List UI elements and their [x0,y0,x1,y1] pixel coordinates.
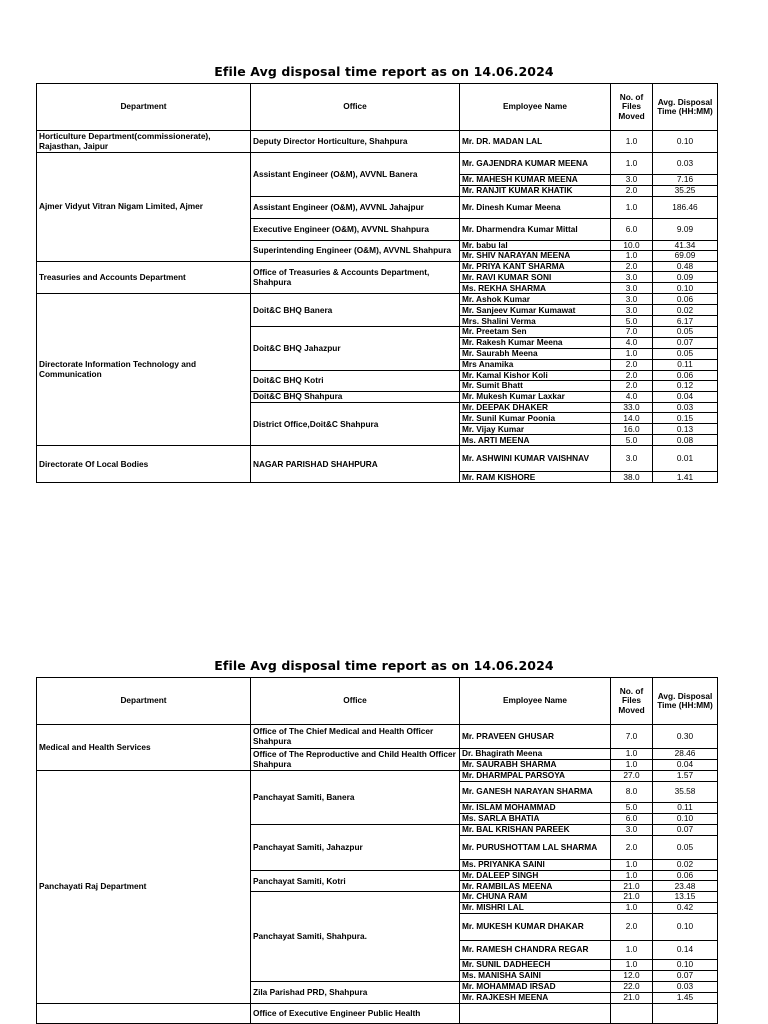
files-moved-cell [611,1003,653,1023]
avg-disposal-cell: 35.58 [653,782,718,803]
avg-disposal-cell: 0.04 [653,392,718,403]
employee-name-cell: Mr. RAM KISHORE [460,472,611,483]
employee-name-cell: Mr. PURUSHOTTAM LAL SHARMA [460,836,611,860]
report-table-body [37,725,718,1024]
avg-disposal-cell: 0.01 [653,446,718,472]
office-cell: Superintending Engineer (O&M), AVVNL Shahpura [251,241,460,262]
table-row [37,446,718,472]
files-moved-cell: 2.0 [611,836,653,860]
avg-disposal-cell: 0.05 [653,836,718,860]
avg-disposal-cell: 35.25 [653,186,718,197]
employee-name-cell: Mr. RAVI KUMAR SONI [460,272,611,283]
employee-name-cell: Mr. MUKESH KUMAR DHAKAR [460,913,611,940]
avg-disposal-cell: 0.02 [653,305,718,316]
files-moved-cell: 1.0 [611,959,653,970]
office-cell: District Office,Doit&C Shahpura [251,403,460,446]
employee-name-cell: Mr. RAMESH CHANDRA REGAR [460,940,611,959]
header-office: Office [251,84,460,131]
avg-disposal-cell: 0.03 [653,981,718,992]
employee-name-cell: Mr. Sumit Bhatt [460,381,611,392]
avg-disposal-cell: 6.17 [653,316,718,327]
employee-name-cell: Mr. Mukesh Kumar Laxkar [460,392,611,403]
report-title: Efile Avg disposal time report as on 14.06.2024 [214,64,554,79]
files-moved-cell: 27.0 [611,771,653,782]
department-cell: Horticulture Department(commissionerate), Rajasthan, Jaipur [37,131,251,153]
department-cell: Directorate Of Local Bodies [37,446,251,483]
avg-disposal-cell [653,1003,718,1023]
header-row [37,678,718,725]
employee-name-cell: Mr. Rakesh Kumar Meena [460,337,611,348]
employee-name-cell: Mr. MAHESH KUMAR MEENA [460,175,611,186]
avg-disposal-cell: 0.03 [653,153,718,175]
report-table [36,677,718,1024]
files-moved-cell: 3.0 [611,272,653,283]
office-cell: Doit&C BHQ Kotri [251,370,460,391]
avg-disposal-cell: 0.05 [653,327,718,337]
avg-disposal-cell: 0.02 [653,860,718,871]
files-moved-cell: 3.0 [611,283,653,294]
avg-disposal-cell: 0.12 [653,381,718,392]
employee-name-cell: Mr. Kamal Kishor Koli [460,370,611,380]
employee-name-cell: Mr. CHUNA RAM [460,892,611,902]
files-moved-cell: 2.0 [611,261,653,271]
files-moved-cell: 5.0 [611,803,653,814]
report-title: Efile Avg disposal time report as on 14.06.2024 [214,658,554,673]
avg-disposal-cell: 0.06 [653,294,718,305]
employee-name-cell: Mr. Saurabh Meena [460,348,611,359]
employee-name-cell: Mr. Dharmendra Kumar Mittal [460,219,611,241]
avg-disposal-cell: 7.16 [653,175,718,186]
employee-name-cell: Mr. MOHAMMAD IRSAD [460,981,611,992]
avg-disposal-cell: 0.05 [653,348,718,359]
avg-disposal-cell: 0.06 [653,370,718,380]
files-moved-cell: 1.0 [611,902,653,913]
employee-name-cell: Mr. Dinesh Kumar Meena [460,197,611,219]
files-moved-cell: 1.0 [611,860,653,871]
table-row [37,1003,718,1023]
employee-name-cell [460,1003,611,1023]
avg-disposal-cell: 0.42 [653,902,718,913]
files-moved-cell: 3.0 [611,446,653,472]
avg-disposal-cell: 0.10 [653,283,718,294]
files-moved-cell: 3.0 [611,825,653,836]
employee-name-cell: Mr. GANESH NARAYAN SHARMA [460,782,611,803]
employee-name-cell: Mr. PRIYA KANT SHARMA [460,261,611,271]
employee-name-cell: Mr. DALEEP SINGH [460,871,611,881]
table-row [37,725,718,749]
employee-name-cell: Ms. PRIYANKA SAINI [460,860,611,871]
avg-disposal-cell: 0.07 [653,825,718,836]
office-cell: Executive Engineer (O&M), AVVNL Shahpura [251,219,460,241]
avg-disposal-cell: 1.41 [653,472,718,483]
files-moved-cell: 38.0 [611,472,653,483]
office-cell: Panchayat Samiti, Kotri [251,871,460,892]
office-cell: NAGAR PARISHAD SHAHPURA [251,446,460,483]
files-moved-cell: 3.0 [611,305,653,316]
employee-name-cell: Mr. MISHRI LAL [460,902,611,913]
header-department: Department [37,84,251,131]
files-moved-cell: 1.0 [611,871,653,881]
employee-name-cell: Mr. RAMBILAS MEENA [460,881,611,892]
avg-disposal-cell: 0.10 [653,814,718,825]
office-cell: Doit&C BHQ Jahazpur [251,327,460,370]
employee-name-cell: Mr. RAJKESH MEENA [460,992,611,1003]
files-moved-cell: 6.0 [611,814,653,825]
table-row [37,771,718,782]
files-moved-cell: 3.0 [611,175,653,186]
files-moved-cell: 3.0 [611,294,653,305]
files-moved-cell: 1.0 [611,940,653,959]
office-cell: Zila Parishad PRD, Shahpura [251,981,460,1003]
avg-disposal-cell: 1.57 [653,771,718,782]
department-cell: Medical and Health Services [37,725,251,771]
avg-disposal-cell: 0.08 [653,435,718,446]
avg-disposal-cell: 0.10 [653,913,718,940]
table-row [37,131,718,153]
header-avg: Avg. Disposal Time (HH:MM) [653,84,718,131]
files-moved-cell: 7.0 [611,327,653,337]
office-cell: Office of The Chief Medical and Health Officer Shahpura [251,725,460,749]
employee-name-cell: Mr. SUNIL DADHEECH [460,959,611,970]
avg-disposal-cell: 28.46 [653,749,718,760]
files-moved-cell: 7.0 [611,725,653,749]
avg-disposal-cell: 0.07 [653,337,718,348]
files-moved-cell: 6.0 [611,219,653,241]
files-moved-cell: 1.0 [611,749,653,760]
office-cell: Office of Treasuries & Accounts Department, Shahpura [251,261,460,293]
files-moved-cell: 1.0 [611,251,653,261]
files-moved-cell: 2.0 [611,359,653,370]
files-moved-cell: 1.0 [611,348,653,359]
header-row [37,84,718,131]
avg-disposal-cell: 0.11 [653,803,718,814]
employee-name-cell: Mr. babu lal [460,241,611,251]
table-row [37,294,718,305]
department-cell: Directorate Information Technology and Communication [37,294,251,446]
files-moved-cell: 4.0 [611,392,653,403]
avg-disposal-cell: 69.09 [653,251,718,261]
files-moved-cell: 1.0 [611,131,653,153]
employee-name-cell: Mr. DHARMPAL PARSOYA [460,771,611,782]
header-employee: Employee Name [460,84,611,131]
employee-name-cell: Mrs. Shalini Verma [460,316,611,327]
avg-disposal-cell: 0.14 [653,940,718,959]
avg-disposal-cell: 23.48 [653,881,718,892]
files-moved-cell: 33.0 [611,403,653,413]
office-cell: Deputy Director Horticulture, Shahpura [251,131,460,153]
files-moved-cell: 12.0 [611,970,653,981]
files-moved-cell: 5.0 [611,435,653,446]
files-moved-cell: 21.0 [611,992,653,1003]
avg-disposal-cell: 0.13 [653,424,718,435]
office-cell: Panchayat Samiti, Shahpura. [251,892,460,981]
files-moved-cell: 21.0 [611,881,653,892]
files-moved-cell: 1.0 [611,760,653,771]
employee-name-cell: Ms. SARLA BHATIA [460,814,611,825]
employee-name-cell: Mr. Sunil Kumar Poonia [460,413,611,424]
employee-name-cell: Mr. GAJENDRA KUMAR MEENA [460,153,611,175]
avg-disposal-cell: 0.48 [653,261,718,271]
office-cell: Office of The Reproductive and Child Health Officer Shahpura [251,749,460,771]
department-cell: Panchayati Raj Department [37,771,251,1004]
report-table-body [37,131,718,483]
employee-name-cell: Mr. Ashok Kumar [460,294,611,305]
avg-disposal-cell: 0.04 [653,760,718,771]
header-department: Department [37,678,251,725]
office-cell: Office of Executive Engineer Public Health [251,1003,460,1023]
files-moved-cell: 22.0 [611,981,653,992]
avg-disposal-cell: 0.07 [653,970,718,981]
files-moved-cell: 5.0 [611,316,653,327]
files-moved-cell: 1.0 [611,197,653,219]
employee-name-cell: Mr. SHIV NARAYAN MEENA [460,251,611,261]
files-moved-cell: 21.0 [611,892,653,902]
employee-name-cell: Mr. Preetam Sen [460,327,611,337]
report-table [36,83,718,483]
employee-name-cell: Ms. REKHA SHARMA [460,283,611,294]
office-cell: Doit&C BHQ Shahpura [251,392,460,403]
employee-name-cell: Mrs Anamika [460,359,611,370]
header-employee: Employee Name [460,678,611,725]
avg-disposal-cell: 9.09 [653,219,718,241]
avg-disposal-cell: 0.09 [653,272,718,283]
department-cell: Ajmer Vidyut Vitran Nigam Limited, Ajmer [37,153,251,262]
employee-name-cell: Mr. SAURABH SHARMA [460,760,611,771]
employee-name-cell: Mr. BAL KRISHAN PAREEK [460,825,611,836]
avg-disposal-cell: 0.10 [653,131,718,153]
employee-name-cell: Mr. PRAVEEN GHUSAR [460,725,611,749]
department-cell: Treasuries and Accounts Department [37,261,251,293]
files-moved-cell: 10.0 [611,241,653,251]
files-moved-cell: 1.0 [611,153,653,175]
avg-disposal-cell: 0.03 [653,403,718,413]
employee-name-cell: Mr. Vijay Kumar [460,424,611,435]
avg-disposal-cell: 0.15 [653,413,718,424]
files-moved-cell: 14.0 [611,413,653,424]
employee-name-cell: Ms. ARTI MEENA [460,435,611,446]
files-moved-cell: 2.0 [611,913,653,940]
employee-name-cell: Mr. Sanjeev Kumar Kumawat [460,305,611,316]
office-cell: Doit&C BHQ Banera [251,294,460,327]
avg-disposal-cell: 1.45 [653,992,718,1003]
avg-disposal-cell: 0.30 [653,725,718,749]
files-moved-cell: 16.0 [611,424,653,435]
employee-name-cell: Mr. ASHWINI KUMAR VAISHNAV [460,446,611,472]
avg-disposal-cell: 41.34 [653,241,718,251]
department-cell [37,1003,251,1023]
employee-name-cell: Dr. Bhagirath Meena [460,749,611,760]
files-moved-cell: 2.0 [611,186,653,197]
employee-name-cell: Ms. MANISHA SAINI [460,970,611,981]
header-files: No. of Files Moved [611,678,653,725]
files-moved-cell: 4.0 [611,337,653,348]
office-cell: Panchayat Samiti, Banera [251,771,460,825]
header-office: Office [251,678,460,725]
table-row [37,261,718,271]
office-cell: Panchayat Samiti, Jahazpur [251,825,460,871]
files-moved-cell: 2.0 [611,381,653,392]
table-row [37,153,718,175]
office-cell: Assistant Engineer (O&M), AVVNL Banera [251,153,460,197]
avg-disposal-cell: 186.46 [653,197,718,219]
avg-disposal-cell: 0.11 [653,359,718,370]
header-files: No. of Files Moved [611,84,653,131]
employee-name-cell: Mr. RANJIT KUMAR KHATIK [460,186,611,197]
employee-name-cell: Mr. DR. MADAN LAL [460,131,611,153]
employee-name-cell: Mr. ISLAM MOHAMMAD [460,803,611,814]
header-avg: Avg. Disposal Time (HH:MM) [653,678,718,725]
employee-name-cell: Mr. DEEPAK DHAKER [460,403,611,413]
avg-disposal-cell: 13.15 [653,892,718,902]
files-moved-cell: 8.0 [611,782,653,803]
avg-disposal-cell: 0.06 [653,871,718,881]
files-moved-cell: 2.0 [611,370,653,380]
office-cell: Assistant Engineer (O&M), AVVNL Jahajpur [251,197,460,219]
avg-disposal-cell: 0.10 [653,959,718,970]
